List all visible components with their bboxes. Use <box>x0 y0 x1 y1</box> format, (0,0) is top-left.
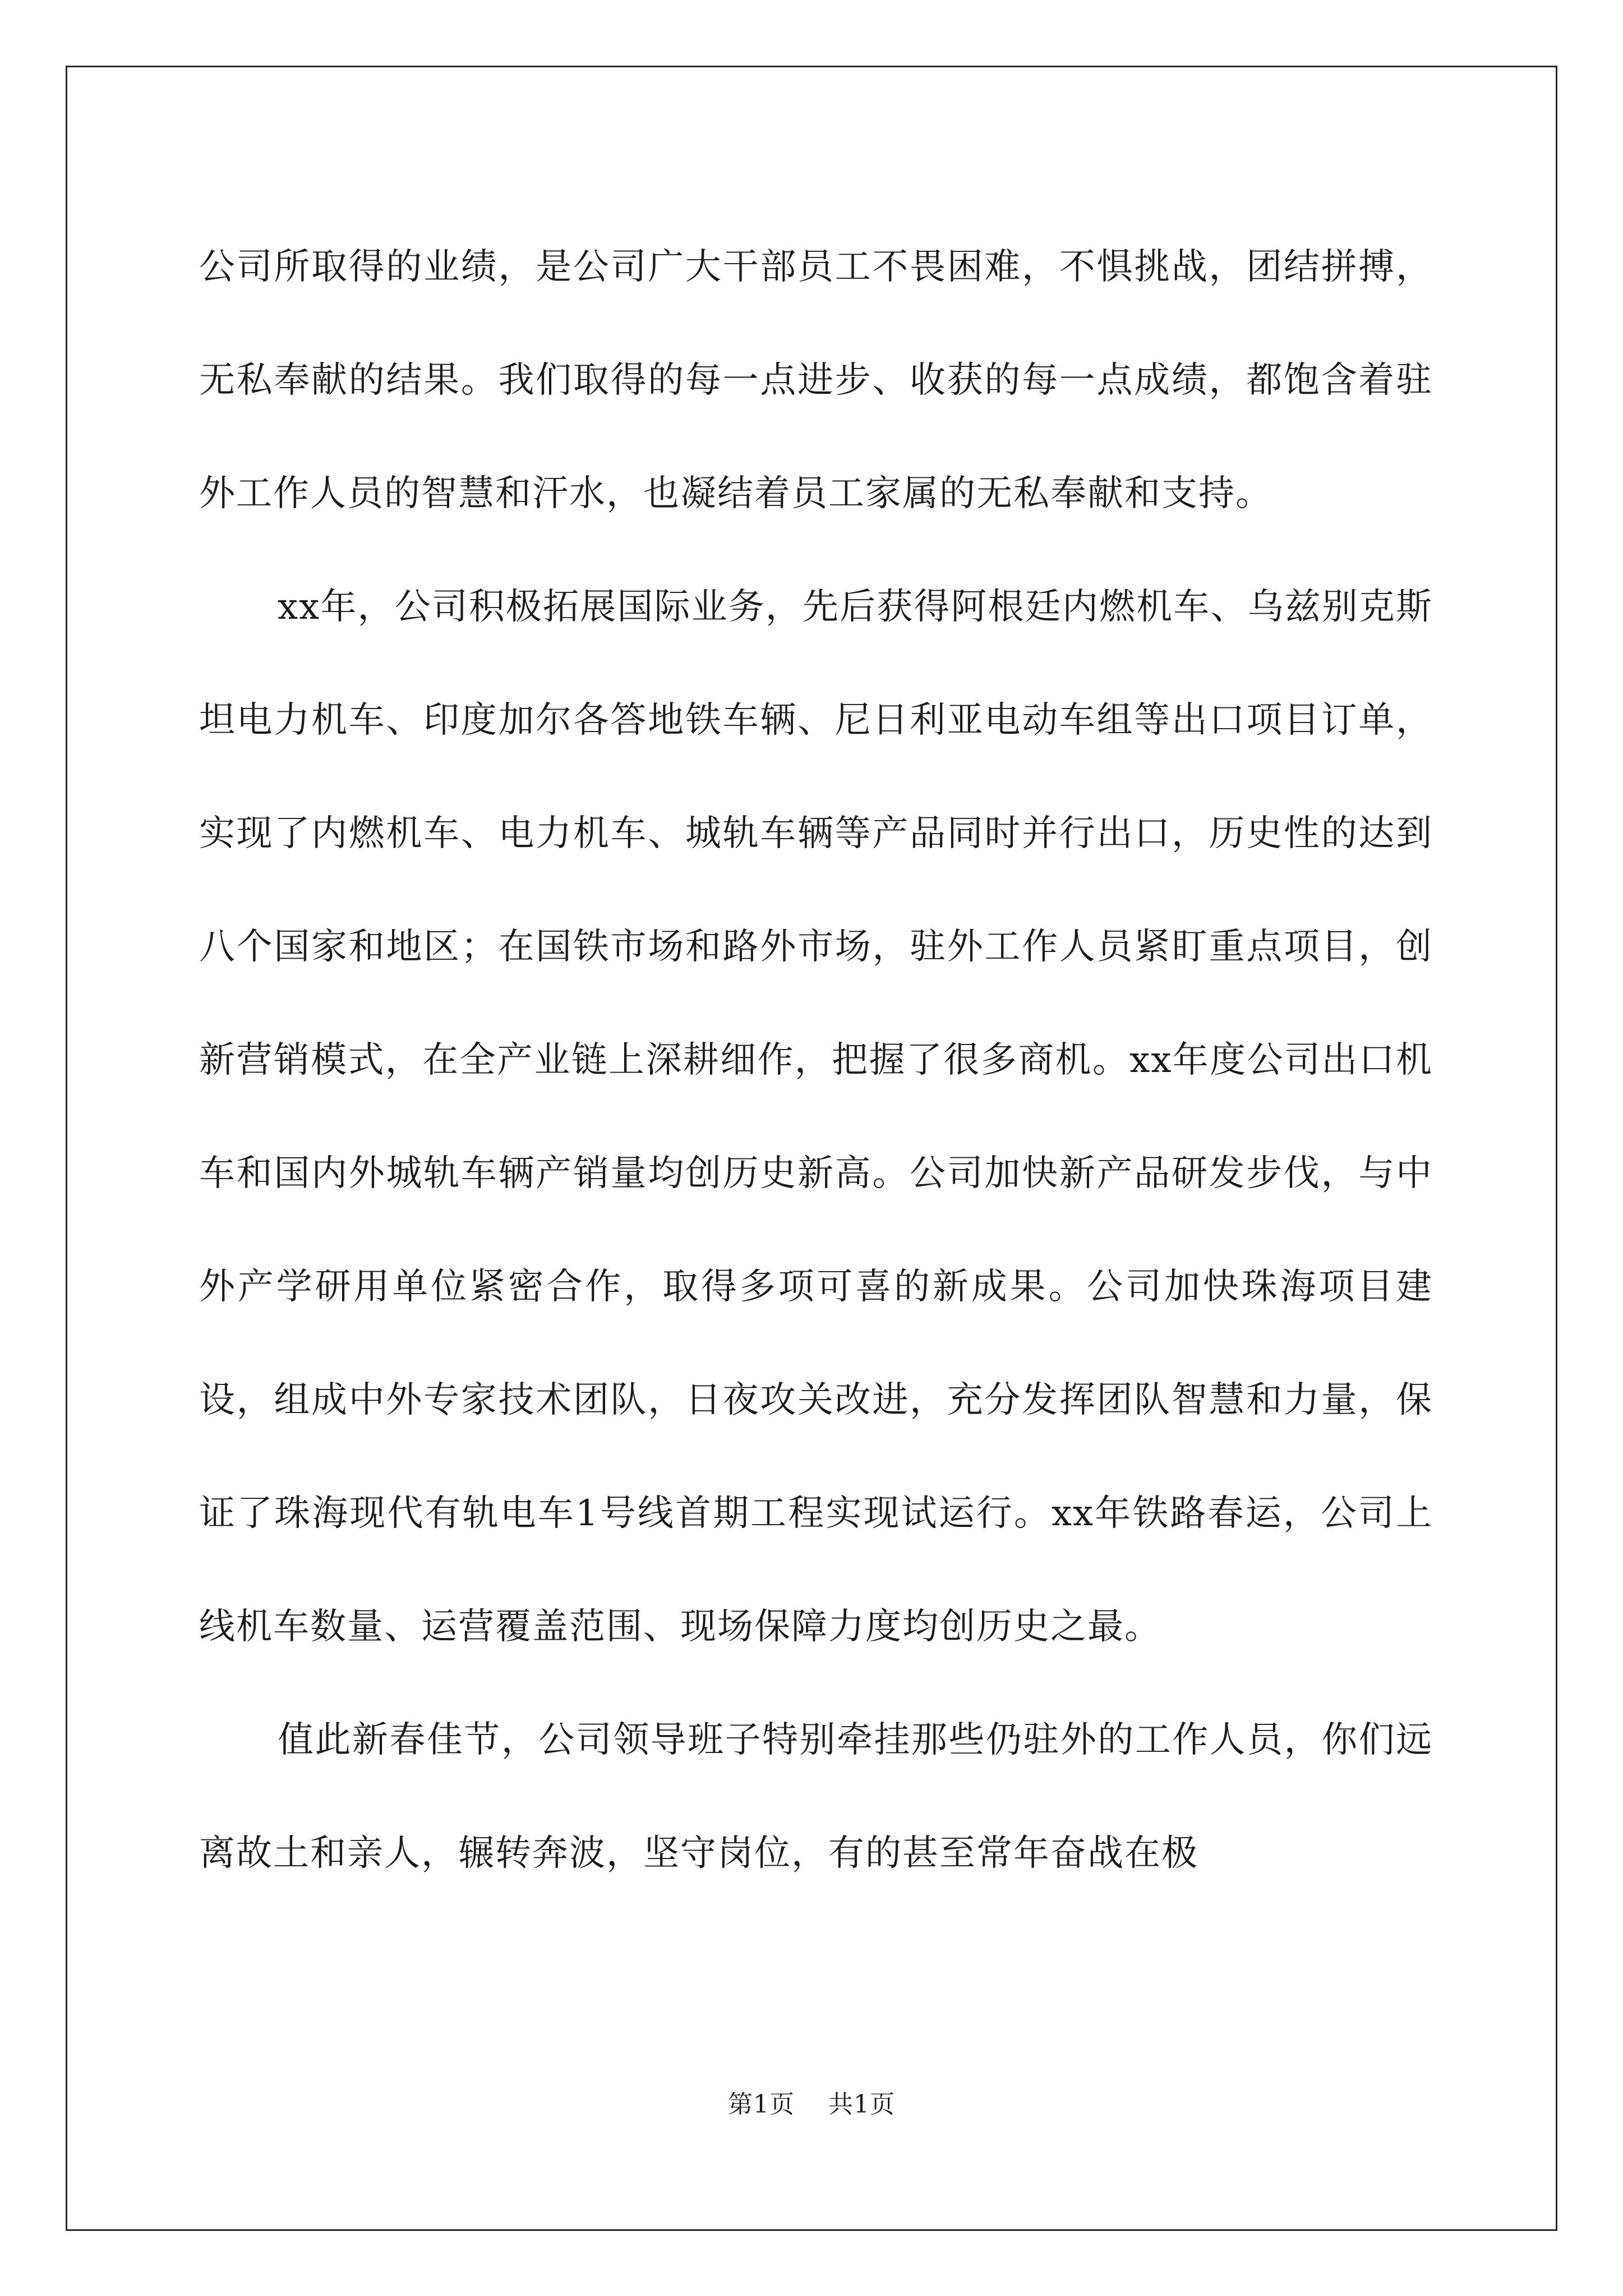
document-body <box>199 210 1433 1910</box>
paragraph-2: xx年，公司积极拓展国际业务，先后获得阿根廷内燃机车、乌兹别克斯坦电力机车、印度加尔各答地铁车辆、尼日利亚电动车组等出口项目订单，实现了内燃机车、电力机车、城轨车辆等产品同时并行出口，历史性的达到八个国家和地区；在国铁市场和路外市场，驻外工作人员紧盯重点项目，创新营销模式，在全产业链上深耕细作，把握了很多商机。xx年度公司出口机车和国内外城轨车辆产销量均创历史新高。公司加快新产品研发步伐，与中外产学研用单位紧密合作，取得多项可喜的新成果。公司加快珠海项目建设，组成中外专家技术团队，日夜攻关改进，充分发挥团队智慧和力量，保证了珠海现代有轨电车1号线首期工程实现试运行。xx年铁路春运，公司上线机车数量、运营覆盖范围、现场保障力度均创历史之最。 <box>199 586 1433 1648</box>
page-number-total: 共1页 <box>828 2090 895 2119</box>
page-footer <box>0 2084 1623 2120</box>
paragraph-1: 公司所取得的业绩，是公司广大干部员工不畏困难，不惧挑战，团结拼搏，无私奉献的结果。我们取得的每一点进步、收获的每一点成绩，都饱含着驻外工作人员的智慧和汗水，也凝结着员工家属的无私奉献和支持。 <box>199 246 1433 514</box>
paragraph-3: 值此新春佳节，公司领导班子特别牵挂那些仍驻外的工作人员，你们远离故土和亲人，辗转奔波，坚守岗位，有的甚至常年奋战在极 <box>199 1719 1433 1874</box>
page-number-current: 第1页 <box>728 2090 795 2119</box>
